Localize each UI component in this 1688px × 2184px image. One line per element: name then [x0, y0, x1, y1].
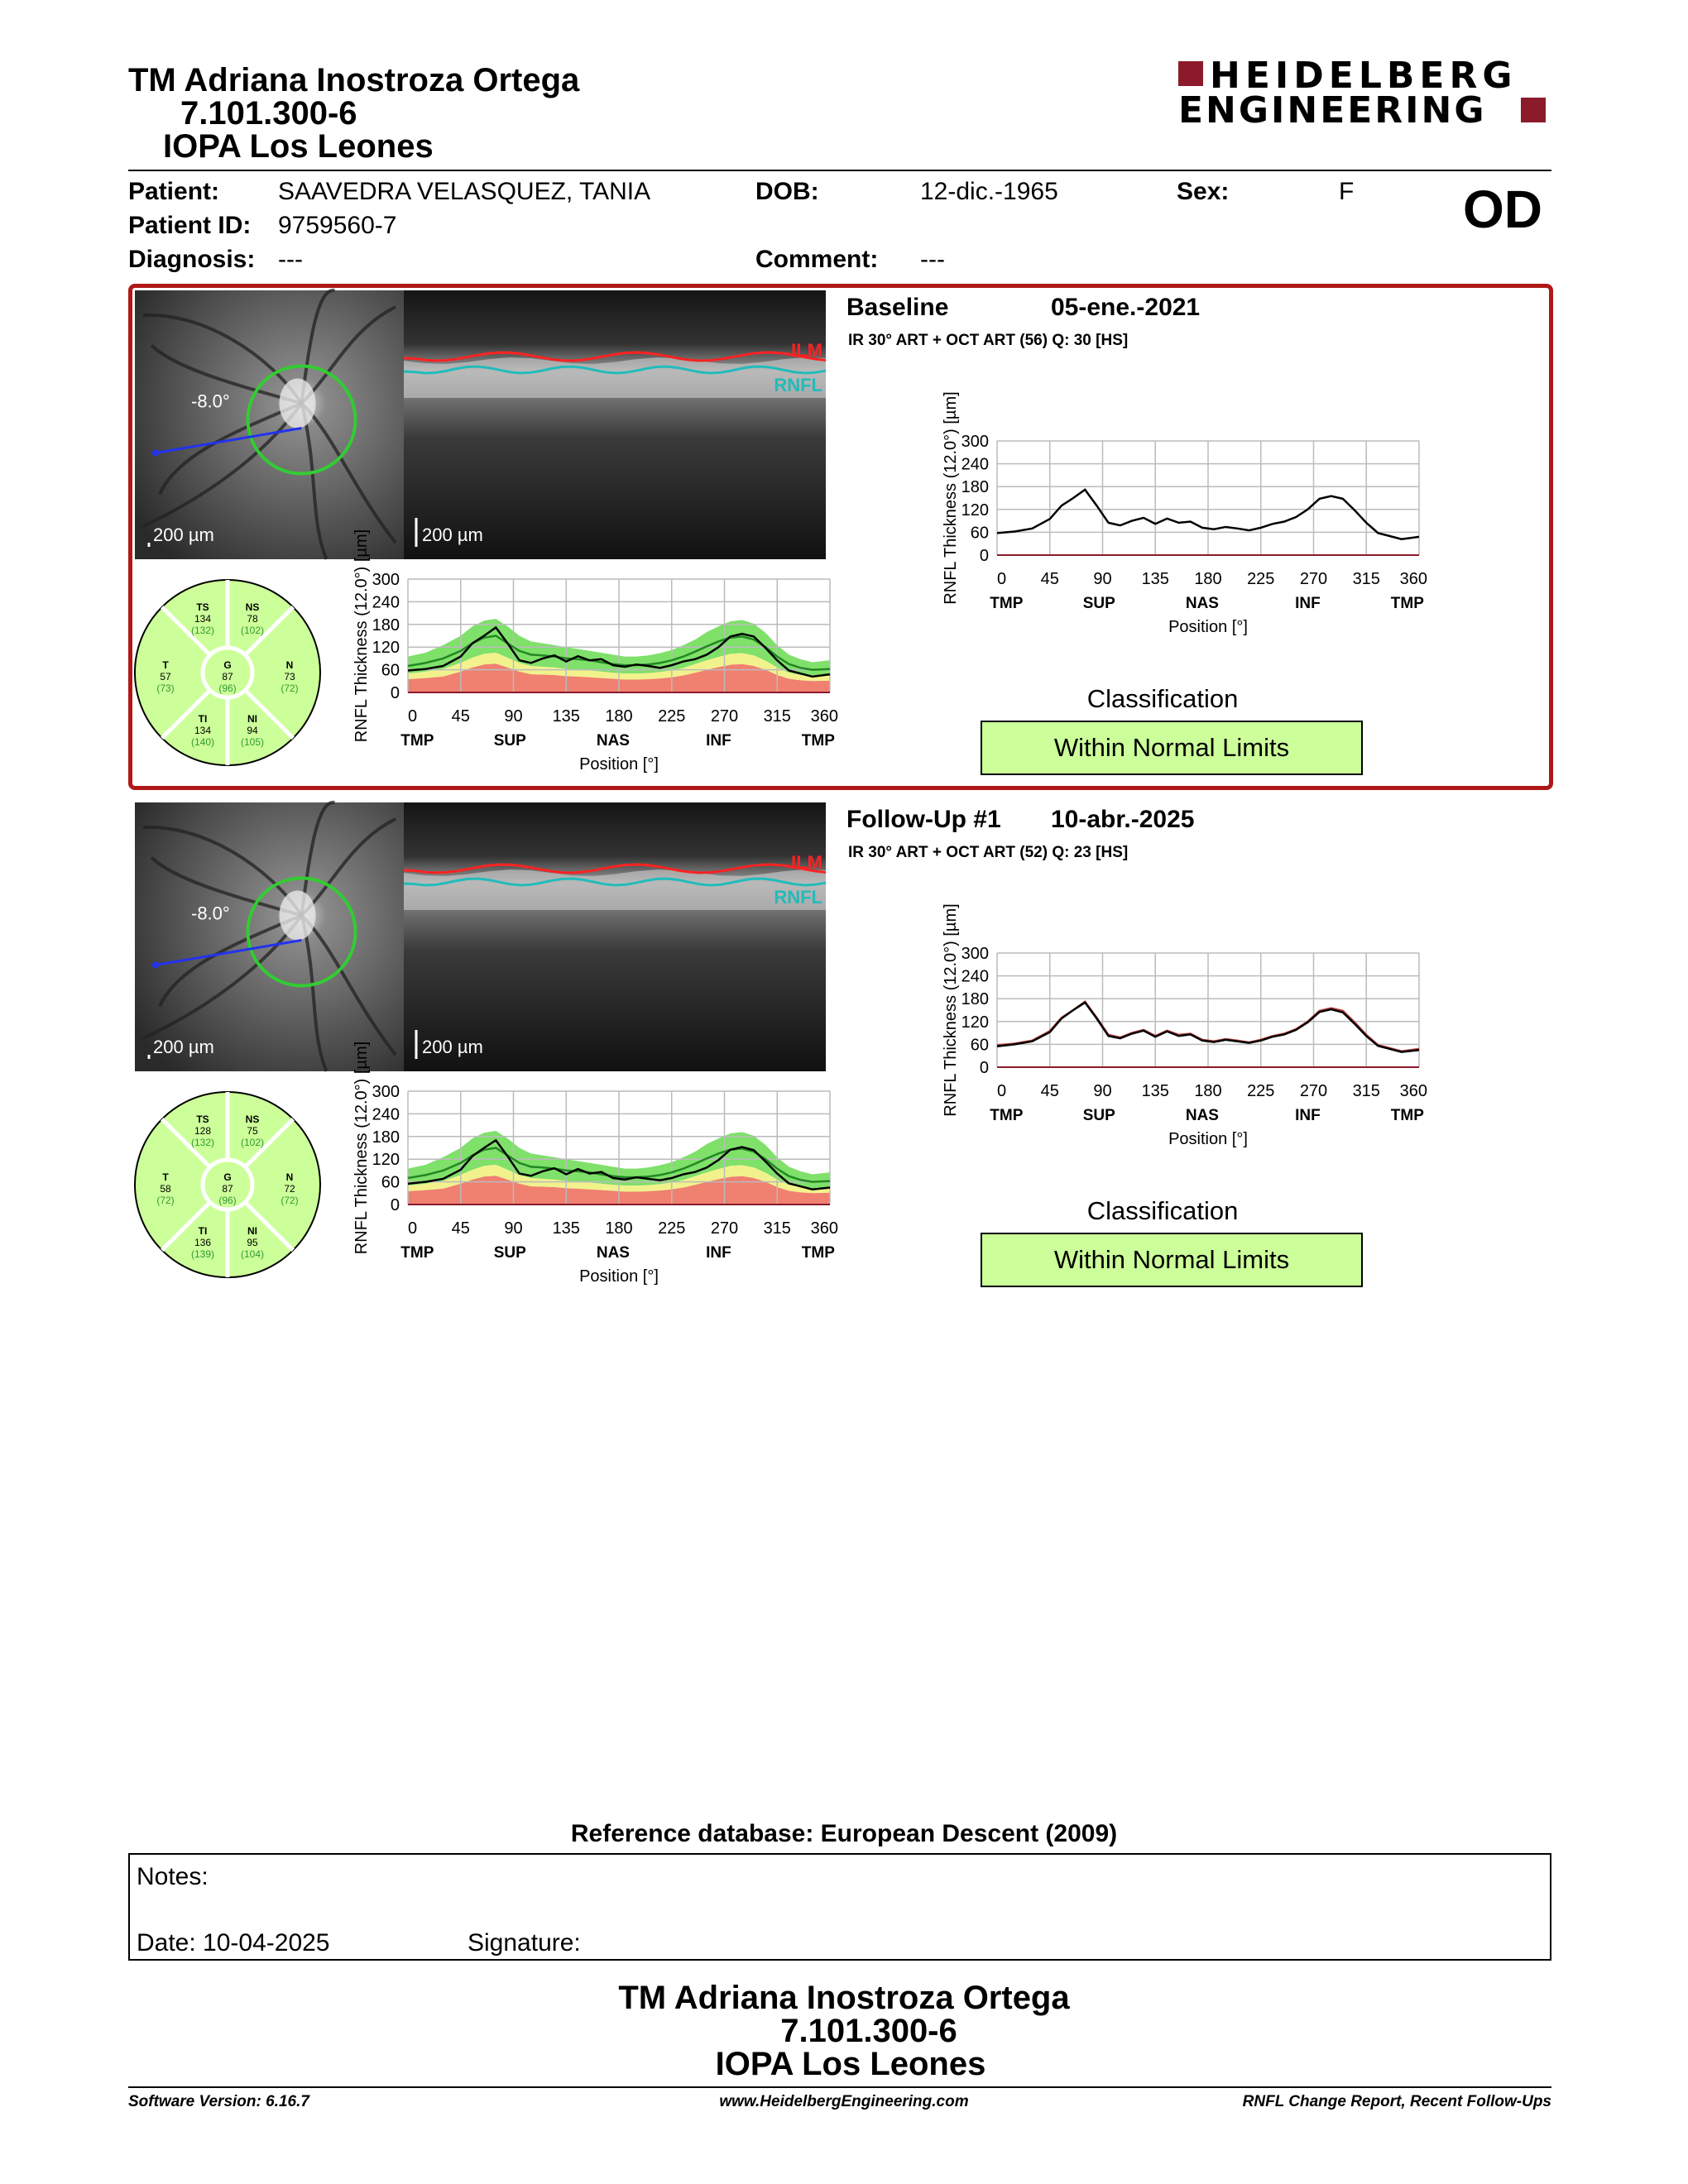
software-version: Software Version: 6.16.7: [128, 2093, 309, 2110]
baseline-scan-subtitle: IR 30° ART + OCT ART (56) Q: 30 [HS]: [848, 332, 1129, 349]
sex-label: Sex:: [1177, 178, 1230, 205]
baseline-small-xtick-label: 225: [658, 707, 686, 726]
followup-sector-ns-value: 75: [247, 1125, 258, 1137]
baseline-small-x-axis-label: Position [°]: [579, 755, 659, 774]
followup-large-ytick-label: 60: [970, 1036, 989, 1055]
eye-label: OD: [1463, 180, 1542, 239]
followup-sector-ts-value: 128: [194, 1125, 212, 1137]
baseline-oct-scale-label: 200 µm: [422, 524, 483, 545]
baseline-large-ytick-label: 240: [961, 455, 989, 474]
baseline-sector-g-label: G: [223, 659, 232, 671]
followup-large-y-axis-label: RNFL Thickness (12.0°) [µm]: [942, 903, 960, 1117]
followup-rnfl-label: RNFL: [774, 887, 822, 908]
baseline-retina-band: [404, 357, 826, 398]
baseline-scan-date: 05-ene.-2021: [1051, 294, 1201, 321]
baseline-large-region-label: INF: [1295, 595, 1321, 612]
followup-large-ytick-label: 120: [961, 1013, 989, 1032]
followup-fundus-image: [135, 802, 404, 1071]
header-title-line1: TM Adriana Inostroza Ortega: [128, 62, 580, 98]
baseline-large-xtick-label: 225: [1247, 570, 1275, 588]
followup-small-ytick-label: 300: [372, 1083, 400, 1101]
baseline-small-region-label: SUP: [493, 732, 526, 750]
baseline-sector-t-ref: (73): [156, 682, 175, 694]
baseline-sector-ns-value: 78: [247, 613, 258, 625]
baseline-large-ytick-label: 300: [961, 433, 989, 451]
baseline-small-region-label: INF: [706, 732, 731, 750]
diagnosis-label: Diagnosis:: [128, 246, 256, 273]
baseline-small-y-axis-label: RNFL Thickness (12.0°) [µm]: [352, 529, 371, 743]
followup-scan-date: 10-abr.-2025: [1051, 806, 1195, 833]
baseline-large-xtick-label: 360: [1399, 570, 1427, 588]
baseline-sector-diagram: [135, 580, 320, 765]
baseline-sector-ns-label: NS: [245, 601, 260, 613]
followup-small-region-label: NAS: [596, 1244, 630, 1262]
followup-small-ytick-label: 0: [390, 1196, 400, 1214]
baseline-small-xtick-label: 90: [504, 707, 523, 726]
baseline-sector-n-value: 73: [284, 671, 295, 682]
followup-large-ytick-label: 180: [961, 990, 989, 1009]
followup-sector-ti-label: TI: [198, 1225, 208, 1237]
comment-value: ---: [920, 246, 945, 273]
followup-oct-scale-label: 200 µm: [422, 1037, 483, 1057]
followup-large-ytick-label: 240: [961, 967, 989, 986]
logo-square-bottom: [1521, 98, 1546, 122]
followup-large-xtick-label: 135: [1141, 1082, 1169, 1100]
followup-sector-n-ref: (72): [281, 1195, 299, 1206]
baseline-sector-ns-ref: (102): [240, 625, 265, 636]
heidelberg-logo: [1178, 55, 1551, 132]
baseline-small-ytick-label: 180: [372, 615, 400, 635]
followup-small-xtick-label: 90: [504, 1219, 523, 1238]
baseline-small-xtick-label: 45: [451, 707, 470, 726]
baseline-small-ytick-label: 60: [381, 661, 400, 680]
baseline-sector-ts-ref: (132): [190, 625, 215, 636]
followup-small-xtick-label: 135: [552, 1219, 580, 1238]
followup-sector-ni-label: NI: [247, 1225, 257, 1237]
baseline-sector-n-ref: (72): [281, 682, 299, 694]
followup-small-region-label: INF: [706, 1244, 731, 1262]
followup-small-x-axis-label: Position [°]: [579, 1267, 659, 1286]
followup-small-xtick-label: 225: [658, 1219, 686, 1238]
baseline-large-region-label: TMP: [1390, 595, 1424, 612]
comment-label: Comment:: [755, 246, 879, 273]
baseline-large-region-label: NAS: [1185, 595, 1219, 612]
baseline-angle-line-end: [152, 450, 159, 457]
followup-retina-band: [404, 869, 826, 910]
baseline-large-x-axis-label: Position [°]: [1168, 618, 1248, 636]
followup-scan-title: Follow-Up #1: [846, 806, 1001, 833]
baseline-rnfl-label: RNFL: [774, 375, 822, 395]
notes-label: Notes:: [137, 1863, 209, 1890]
followup-large-region-label: NAS: [1185, 1107, 1219, 1124]
followup-small-region-label: TMP: [400, 1244, 434, 1262]
followup-classification-box: Within Normal Limits: [981, 1233, 1363, 1287]
followup-small-xtick-label: 270: [710, 1219, 739, 1238]
baseline-small-xtick-label: 0: [408, 707, 418, 726]
baseline-large-region-label: TMP: [990, 595, 1024, 612]
baseline-panel-graphics: [128, 284, 1553, 790]
followup-large-xtick-label: 90: [1093, 1082, 1112, 1100]
baseline-large-chart: [942, 391, 1427, 636]
baseline-oct-image: [404, 290, 826, 559]
followup-large-ytick-label: 0: [979, 1059, 989, 1077]
followup-large-chart: [942, 903, 1427, 1148]
followup-classification-title: Classification: [1086, 1196, 1239, 1225]
notes-box[interactable]: [128, 1853, 1551, 1961]
followup-sector-diagram: [135, 1092, 320, 1277]
footer-title-line3: IOPA Los Leones: [715, 2046, 986, 2082]
followup-sector-t-label: T: [162, 1171, 169, 1183]
followup-small-chart: [352, 1042, 838, 1286]
logo-text-top: HEIDELBERG: [1210, 55, 1518, 97]
followup-sector-ns-ref: (102): [240, 1137, 265, 1148]
baseline-scan-title: Baseline: [846, 294, 949, 321]
signature-label: Signature:: [468, 1929, 581, 1956]
baseline-large-xtick-label: 270: [1299, 570, 1328, 588]
baseline-angle-label: -8.0°: [191, 390, 230, 412]
logo-square-top: [1178, 61, 1203, 86]
baseline-large-ytick-label: 0: [979, 547, 989, 565]
baseline-small-ytick-label: 0: [390, 684, 400, 702]
followup-scan-subtitle: IR 30° ART + OCT ART (52) Q: 23 [HS]: [848, 844, 1129, 861]
patient-id-label: Patient ID:: [128, 212, 252, 239]
baseline-small-region-label: NAS: [596, 732, 630, 750]
footer-title-line2: 7.101.300-6: [780, 2013, 957, 2049]
date-label: Date: 10-04-2025: [137, 1929, 330, 1956]
followup-small-y-axis-label: RNFL Thickness (12.0°) [µm]: [352, 1041, 371, 1255]
baseline-large-xtick-label: 135: [1141, 570, 1169, 588]
baseline-sector-ni-label: NI: [247, 713, 257, 725]
baseline-fundus-image: [135, 290, 404, 559]
baseline-small-xtick-label: 270: [710, 707, 739, 726]
followup-angle-line-end: [152, 962, 159, 969]
baseline-sector-ti-label: TI: [198, 713, 208, 725]
patient-id-value: 9759560-7: [278, 212, 397, 239]
followup-sector-g-ref: (96): [218, 1195, 237, 1206]
baseline-small-region-label: TMP: [801, 732, 835, 750]
website-link[interactable]: www.HeidelbergEngineering.com: [719, 2093, 969, 2110]
baseline-optic-disc: [280, 379, 316, 429]
baseline-small-ytick-label: 120: [372, 639, 400, 658]
followup-oct-background: [404, 802, 826, 1071]
baseline-small-ytick-label: 300: [372, 571, 400, 589]
followup-small-xtick-label: 180: [605, 1219, 633, 1238]
header-title-line3: IOPA Los Leones: [163, 128, 434, 165]
baseline-large-region-label: SUP: [1082, 595, 1115, 612]
baseline-small-xtick-label: 360: [810, 707, 838, 726]
sex-value: F: [1339, 178, 1355, 205]
followup-large-xtick-label: 270: [1299, 1082, 1328, 1100]
followup-small-xtick-label: 315: [763, 1219, 791, 1238]
baseline-large-xtick-label: 180: [1194, 570, 1222, 588]
baseline-large-xtick-label: 0: [997, 570, 1007, 588]
dob-value: 12-dic.-1965: [920, 178, 1058, 205]
followup-large-x-axis-label: Position [°]: [1168, 1130, 1248, 1148]
baseline-large-ytick-label: 180: [961, 478, 989, 497]
followup-sector-ts-ref: (132): [190, 1137, 215, 1148]
baseline-sector-g-ref: (96): [218, 682, 237, 694]
followup-small-ytick-label: 120: [372, 1151, 400, 1170]
followup-sector-n-value: 72: [284, 1183, 295, 1195]
followup-panel-graphics: [128, 796, 1553, 1302]
scan-panel-baseline[interactable]: [128, 284, 1553, 790]
baseline-sector-ni-value: 94: [247, 725, 258, 736]
followup-sector-t-value: 58: [160, 1183, 171, 1195]
followup-large-xtick-label: 45: [1040, 1082, 1059, 1100]
followup-small-ytick-label: 240: [372, 1105, 400, 1124]
followup-angle-label: -8.0°: [191, 903, 230, 924]
dob-label: DOB:: [755, 178, 819, 205]
followup-sector-ts-label: TS: [196, 1114, 209, 1125]
baseline-small-xtick-label: 180: [605, 707, 633, 726]
baseline-small-xtick-label: 315: [763, 707, 791, 726]
report-type: RNFL Change Report, Recent Follow-Ups: [1242, 2093, 1551, 2110]
baseline-large-xtick-label: 315: [1352, 570, 1380, 588]
baseline-classification-title: Classification: [1086, 684, 1239, 713]
followup-sector-ti-ref: (139): [190, 1248, 215, 1260]
followup-large-region-label: INF: [1295, 1107, 1321, 1124]
scan-panel-followup[interactable]: [128, 796, 1553, 1302]
followup-large-region-label: TMP: [1390, 1107, 1424, 1124]
baseline-large-xtick-label: 45: [1040, 570, 1059, 588]
followup-sector-n-label: N: [285, 1171, 294, 1183]
followup-sector-t-ref: (72): [156, 1195, 175, 1206]
followup-small-ytick-label: 180: [372, 1128, 400, 1147]
followup-sector-ni-value: 95: [247, 1237, 258, 1248]
header-divider: [128, 170, 1551, 171]
followup-sector-ni-ref: (104): [240, 1248, 265, 1260]
baseline-fundus-scale-label: 200 µm: [153, 524, 214, 545]
baseline-sector-ni-ref: (105): [240, 736, 265, 748]
followup-large-xtick-label: 180: [1194, 1082, 1222, 1100]
followup-large-xtick-label: 315: [1352, 1082, 1380, 1100]
baseline-classification-box: Within Normal Limits: [981, 721, 1363, 775]
baseline-large-ytick-label: 120: [961, 500, 989, 520]
followup-small-xtick-label: 360: [810, 1219, 838, 1238]
logo-text-bottom: ENGINEERING: [1178, 89, 1487, 132]
followup-large-ytick-label: 300: [961, 945, 989, 963]
followup-large-xtick-label: 225: [1247, 1082, 1275, 1100]
patient-value: SAAVEDRA VELASQUEZ, TANIA: [278, 178, 651, 205]
baseline-small-chart: [352, 529, 838, 774]
patient-label: Patient:: [128, 178, 220, 205]
followup-small-ytick-label: 60: [381, 1173, 400, 1192]
header-title-line2: 7.101.300-6: [180, 95, 357, 132]
followup-large-region-label: SUP: [1082, 1107, 1115, 1124]
followup-sector-ns-label: NS: [245, 1114, 260, 1125]
baseline-oct-background: [404, 290, 826, 559]
footer-title-line1: TM Adriana Inostroza Ortega: [618, 1980, 1070, 2016]
followup-large-xtick-label: 0: [997, 1082, 1007, 1100]
footer-divider: [128, 2086, 1551, 2088]
followup-sector-g-label: G: [223, 1171, 232, 1183]
followup-oct-image: [404, 802, 826, 1071]
baseline-sector-ti-value: 134: [194, 725, 212, 736]
followup-small-region-label: SUP: [493, 1244, 526, 1262]
baseline-sector-n-label: N: [285, 659, 294, 671]
followup-small-xtick-label: 0: [408, 1219, 418, 1238]
followup-optic-disc: [280, 891, 316, 941]
followup-sector-ti-value: 136: [194, 1237, 212, 1248]
followup-large-region-label: TMP: [990, 1107, 1024, 1124]
baseline-small-region-label: TMP: [400, 732, 434, 750]
baseline-sector-ts-value: 134: [194, 613, 212, 625]
followup-fundus-scale-label: 200 µm: [153, 1037, 214, 1057]
baseline-sector-t-label: T: [162, 659, 169, 671]
followup-sector-g-value: 87: [222, 1183, 233, 1195]
followup-large-xtick-label: 360: [1399, 1082, 1427, 1100]
followup-ilm-label: ILM: [791, 852, 822, 873]
baseline-sector-t-value: 57: [160, 671, 171, 682]
baseline-small-xtick-label: 135: [552, 707, 580, 726]
baseline-sector-g-value: 87: [222, 671, 233, 682]
baseline-large-y-axis-label: RNFL Thickness (12.0°) [µm]: [942, 391, 960, 605]
baseline-large-ytick-label: 60: [970, 524, 989, 543]
reference-database: Reference database: European Descent (2009): [570, 1820, 1118, 1847]
baseline-ilm-label: ILM: [791, 340, 822, 361]
baseline-sector-ts-label: TS: [196, 601, 209, 613]
baseline-sector-ti-ref: (140): [190, 736, 215, 748]
diagnosis-value: ---: [278, 246, 303, 273]
baseline-small-ytick-label: 240: [372, 593, 400, 612]
followup-small-region-label: TMP: [801, 1244, 835, 1262]
baseline-large-xtick-label: 90: [1093, 570, 1112, 588]
followup-small-xtick-label: 45: [451, 1219, 470, 1238]
